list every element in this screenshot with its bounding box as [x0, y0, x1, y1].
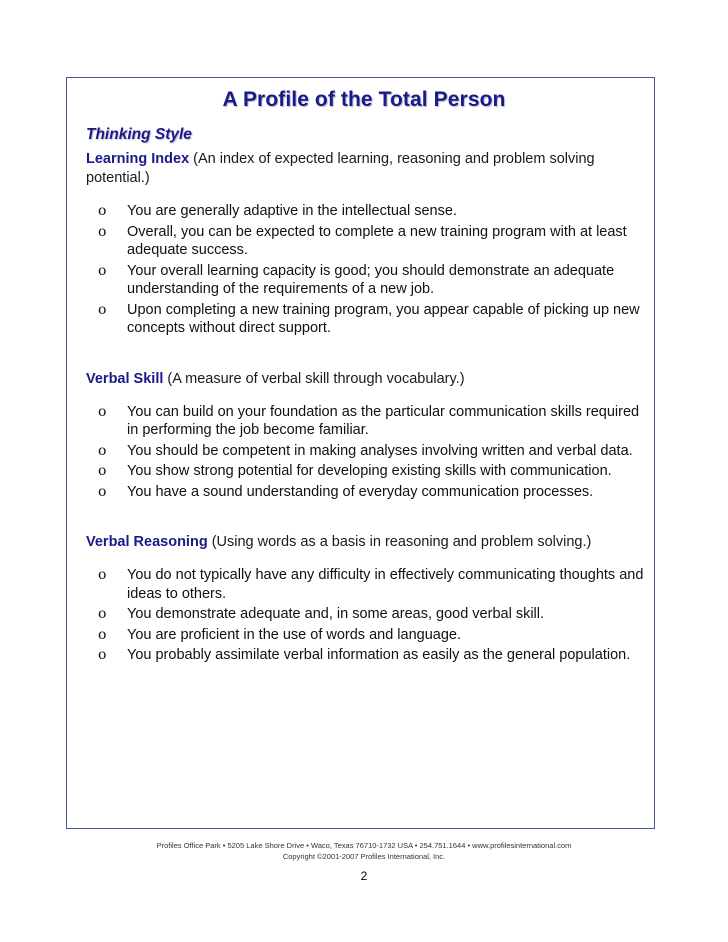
bullet-marker: o [98, 567, 107, 583]
section-verbal-reasoning [86, 533, 646, 665]
bullet-item: o You probably assimilate verbal information as easily as the general population. [98, 647, 631, 663]
bullet-list [86, 403, 646, 502]
bullet-list [86, 566, 646, 665]
bullet-list [86, 202, 646, 338]
bullet-marker: o [98, 483, 107, 500]
section-header [86, 533, 646, 552]
bullet-marker: o [98, 463, 107, 479]
section-verbal-skill [86, 370, 646, 502]
main-content [86, 126, 646, 667]
section-description: (An index of expected learning, reasoning and problem solving potential.) [86, 151, 595, 186]
page-title: A Profile of the Total Person [222, 88, 506, 111]
section-header [86, 150, 646, 188]
footer-copyright: Copyright ©2001-2007 Profiles International, Inc. [282, 852, 446, 861]
page-footer [66, 840, 662, 862]
bullet-item: o You have a sound understanding of everyday communication processes. [98, 483, 594, 500]
bullet-marker: o [98, 203, 107, 219]
bullet-marker: o [98, 606, 107, 622]
page-number: 2 [360, 869, 368, 883]
footer-address: Profiles Office Park • 5205 Lake Shore Drive • Waco, Texas 76710-1732 USA • 254.751.1644 • www.profilesinternational.com [156, 841, 572, 850]
bullet-marker: o [98, 403, 107, 420]
bullet-marker: o [98, 442, 107, 459]
section-label: Verbal Reasoning [86, 534, 208, 550]
bullet-item: o You demonstrate adequate and, in some areas, good verbal skill. [98, 606, 545, 622]
bullet-marker: o [98, 301, 107, 318]
bullet-item: o You are proficient in the use of words and language. [98, 626, 462, 643]
bullet-item: o Your overall learning capacity is good; you should demonstrate an adequate understanding of the requirements of a new job. [98, 262, 615, 297]
bullet-item: o You are generally adaptive in the intellectual sense. [98, 203, 457, 219]
section-label: Learning Index [86, 151, 190, 167]
section-heading: Thinking Style [86, 126, 192, 143]
bullet-item: o You can build on your foundation as the particular communication skills required in performing the job become familiar. [98, 403, 640, 438]
section-header [86, 370, 646, 389]
bullet-item: o You should be competent in making analyses involving written and verbal data. [98, 442, 633, 459]
bullet-marker: o [98, 626, 107, 643]
bullet-marker: o [98, 647, 107, 663]
bullet-marker: o [98, 262, 107, 279]
section-learning-index [86, 150, 646, 338]
bullet-item: o Overall, you can be expected to complete a new training program with at least adequate success. [98, 223, 627, 258]
bullet-item: o You do not typically have any difficulty in effectively communicating thoughts and ideas to others. [98, 567, 644, 602]
section-description: (Using words as a basis in reasoning and problem solving.) [211, 534, 592, 550]
bullet-marker: o [98, 223, 107, 240]
section-description: (A measure of verbal skill through vocabulary.) [167, 370, 465, 387]
bullet-item: o Upon completing a new training program, you appear capable of picking up new concepts without direct support. [98, 301, 640, 336]
bullet-item: o You show strong potential for developing existing skills with communication. [98, 463, 612, 479]
section-label: Verbal Skill [86, 370, 164, 387]
